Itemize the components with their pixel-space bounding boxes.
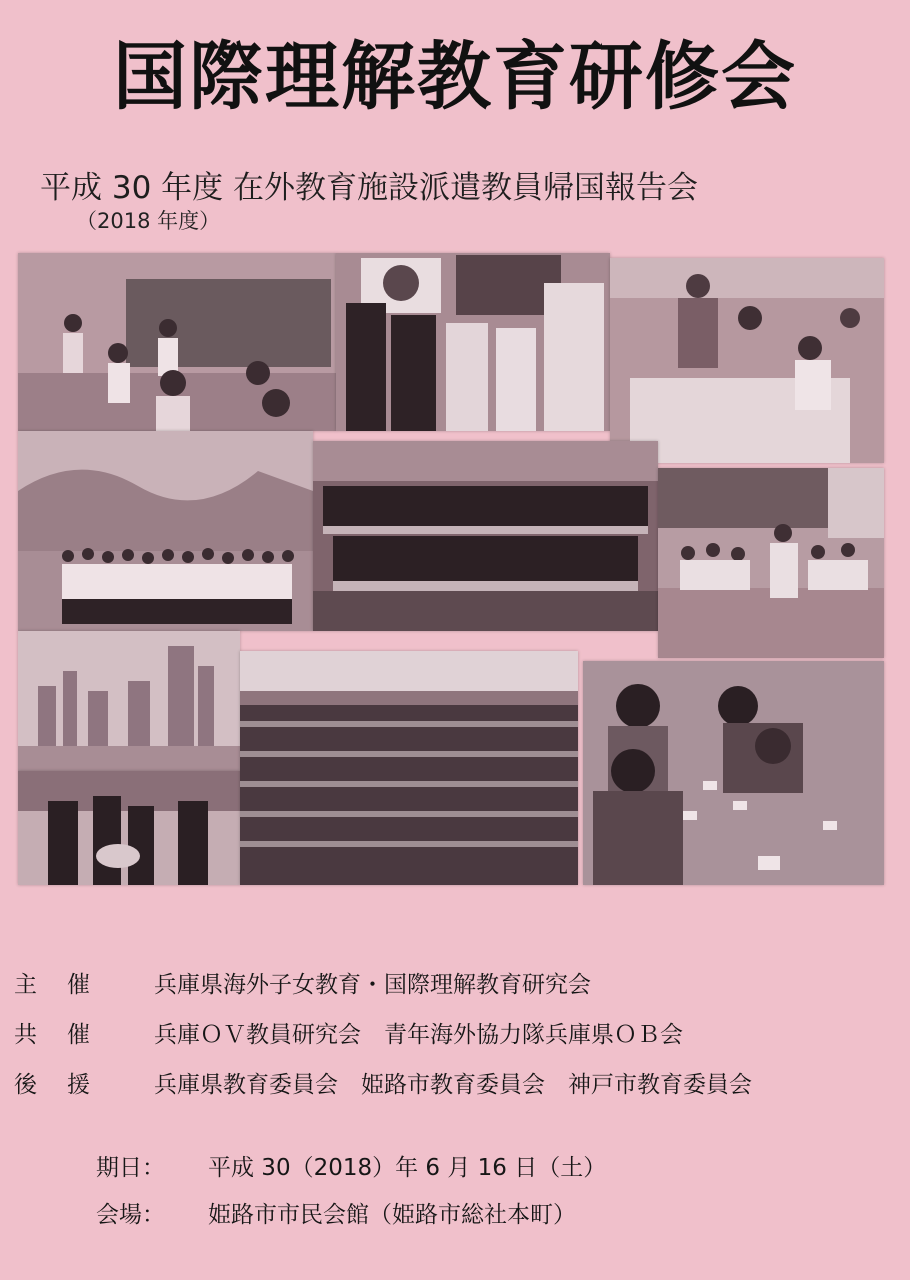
organizer-sponsor-row: [14, 1066, 752, 1099]
poster-subtitle: 平成 30 年度 在外教育施設派遣教員帰国報告会: [40, 170, 699, 206]
photo-classroom: [18, 253, 336, 431]
event-venue-label: 会場：: [96, 1202, 165, 1228]
event-venue-value: 姫路市市民会館（姫路市総社本町）: [208, 1202, 576, 1228]
event-date-row: [96, 1149, 606, 1182]
organizer-host-value: 兵庫県海外子女教育・国際理解教育研究会: [154, 972, 591, 998]
organizer-sponsor-label: 後援: [14, 1072, 120, 1098]
photo-costumes: [336, 253, 610, 431]
photo-outdoor-play: [658, 468, 884, 658]
photo-city-skyline: [18, 631, 240, 771]
event-date-label: 期日：: [96, 1155, 165, 1181]
photo-drum-performance: [18, 771, 240, 885]
photo-choir-stage: [313, 441, 658, 631]
organizer-sponsor-value: 兵庫県教育委員会 姫路市教育委員会 神戸市教育委員会: [154, 1072, 752, 1098]
event-venue-row: [96, 1196, 576, 1229]
organizer-cohost-row: [14, 1016, 683, 1049]
poster-year-note: （2018 年度）: [76, 209, 221, 233]
event-date-value: 平成 30（2018）年 6 月 16 日（土）: [208, 1155, 607, 1181]
photo-collage: [18, 253, 884, 885]
organizer-cohost-value: 兵庫ＯＶ教員研究会 青年海外協力隊兵庫県ＯＢ会: [154, 1022, 683, 1048]
photo-card-game: [583, 661, 884, 885]
photo-workshop: [610, 258, 884, 463]
organizer-host-label: 主催: [14, 972, 120, 998]
organizer-cohost-label: 共催: [14, 1022, 120, 1048]
photo-assembly-crowd: [240, 651, 578, 885]
organizer-host-row: [14, 966, 591, 999]
photo-group-hillside: [18, 431, 313, 631]
poster-title: 国際理解教育研修会: [113, 34, 797, 120]
